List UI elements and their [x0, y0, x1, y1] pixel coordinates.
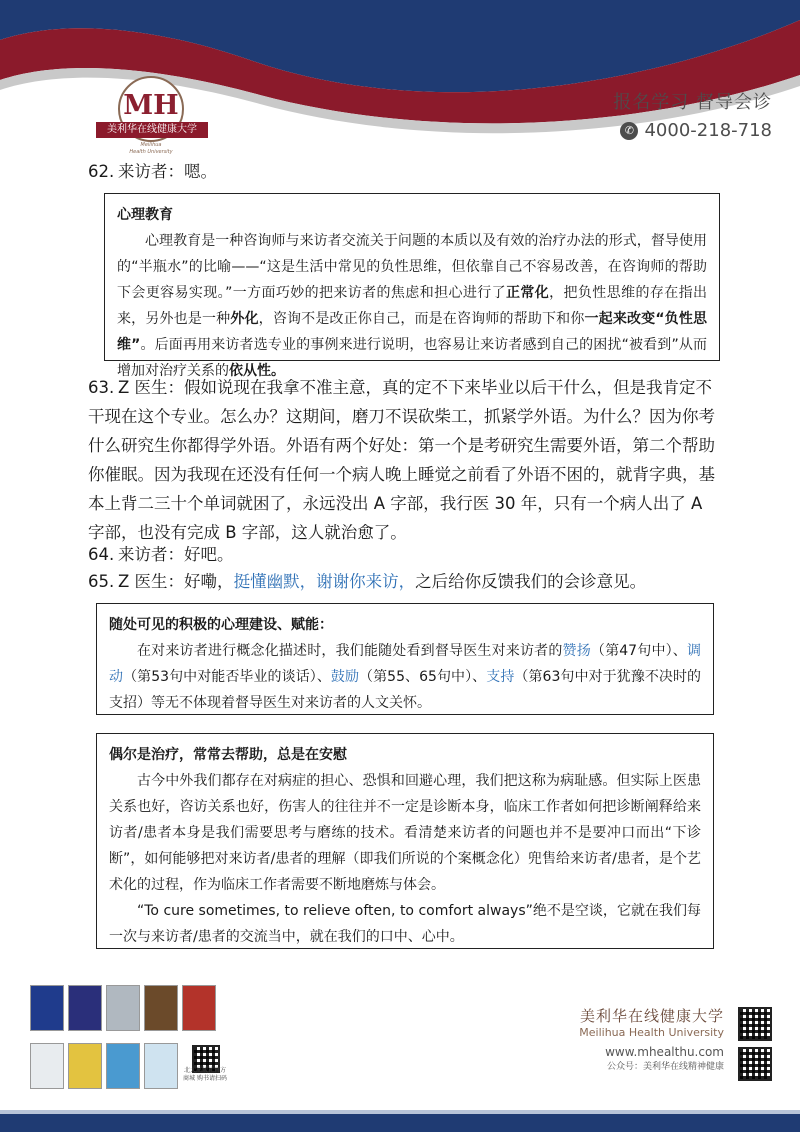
box-title: 心理教育 [117, 207, 173, 223]
book-cover [144, 985, 178, 1031]
dialogue-64 [88, 540, 720, 569]
org-name-en: Meilihua Health University [579, 1026, 724, 1039]
org-name-cn: 美利华在线健康大学 [579, 1007, 724, 1025]
logo-ribbon: 美利华在线健康大学 [96, 122, 208, 138]
dialogue-number: 63. [88, 378, 115, 397]
logo-subtitle: Meilihua Health University [129, 142, 173, 155]
dialogue-number: 62. [88, 162, 115, 181]
book-cover [182, 985, 216, 1031]
dialogue-62 [88, 157, 720, 186]
phone-icon: ✆ [620, 122, 638, 140]
header-slogan: 报名学习 督导会诊 [613, 92, 772, 113]
highlighted-text: 挺懂幽默，谢谢你来访， [233, 572, 416, 591]
box-title: 随处可见的积极的心理建设、赋能： [109, 617, 333, 633]
dialogue-63 [88, 373, 720, 547]
book-cover [30, 1043, 64, 1089]
header-contact [613, 88, 772, 141]
phone-number: 4000-218-718 [644, 120, 772, 141]
dialogue-number: 64. [88, 545, 115, 564]
book-caption: 北大出版社官方商城 购书请扫码 [183, 1067, 227, 1082]
footer [0, 975, 800, 1132]
book-cover [106, 985, 140, 1031]
dialogue-number: 65. [88, 572, 115, 591]
book-cover [68, 1043, 102, 1089]
box-empowerment [96, 603, 714, 715]
book-cover [30, 985, 64, 1031]
footer-bar [0, 1106, 800, 1132]
university-logo [96, 76, 208, 158]
dialogue-text: 来访者：嗯。 [118, 162, 217, 181]
footer-org-info [579, 1005, 724, 1072]
box-comfort [96, 733, 714, 949]
box-title: 偶尔是治疗，常常去帮助，总是在安慰 [109, 747, 347, 763]
box-body: 心理教育是一种咨询师与来访者交流关于问题的本质以及有效的治疗办法的形式，督导使用的“半瓶水”的比喻——“这是生活中常见的负性思维，但依靠自己不容易改善，在咨询师的帮助下会更容易实现。”一方面巧妙的把来访者的焦虑和担心进行了正常化，把负性思维的存在指出来，另外也是一种外化，咨询不是改正你自己，而是在咨询师的帮助下和你一起来改变“负性思维”。后面再用来访者选专业的事例来进行说明，也容易让来访者感到自己的困扰“被看到”从而增加对治疗关系的依从性。 [117, 233, 708, 379]
book-cover [68, 985, 102, 1031]
wechat-qr-code [738, 1047, 772, 1081]
book-cover [144, 1043, 178, 1089]
box-paragraph-2: “To cure sometimes, to relieve often, to comfort always”绝不是空谈，它就在我们每一次与来访者/患者的交流当中，就在我们的口中、心中。 [109, 903, 701, 945]
website-qr-code [738, 1007, 772, 1041]
website-link[interactable]: www.mhealthu.com [605, 1045, 724, 1059]
dialogue-text: 来访者：好吧。 [118, 545, 234, 564]
book-cover [106, 1043, 140, 1089]
wechat-account: 公众号：美利华在线精神健康 [606, 1062, 724, 1072]
dialogue-text: Z 医生：假如说现在我拿不准主意，真的定不下来毕业以后干什么，但是我肯定不干现在这个专业。怎么办？这期间，磨刀不误砍柴工，抓紧学外语。为什么？因为你考什么研究生你都得学外语。外语有两个好处：第一个是考研究生需要外语，第二个帮助你催眠。因为我现在还没有任何一个病人晚上睡觉之前看了外语不困的，就背字典，基本上背二三十个单词就困了，永远没出 A 字部，我行医 30 年，只有一个病人出了 A 字部，也没有完成 B 字部，这人就治愈了。 [88, 378, 715, 542]
dialogue-65: 65. Z 医生：好嘞，挺懂幽默，谢谢你来访，之后给你反馈我们的会诊意见。 [88, 567, 720, 596]
box-paragraph-1: 古今中外我们都存在对病症的担心、恐惧和回避心理，我们把这称为病耻感。但实际上医患关系也好，咨访关系也好，伤害人的往往并不一定是诊断本身，临床工作者如何把诊断阐释给来访者/患者本身是我们需要思考与磨练的技术。看清楚来访者的问题也并不是要冲口而出“下诊断”，如何能够把对来访者/患者的理解（即我们所说的个案概念化）兜售给来访者/患者，是个艺术化的过程，作为临床工作者需要不断地磨炼与体会。 [109, 773, 701, 893]
box-body: 在对来访者进行概念化描述时，我们能随处看到督导医生对来访者的赞扬（第47句中）、调动（第53句中对能否毕业的谈话）、鼓励（第55、65句中）、支持（第63句中对于犹豫不决时的支招）等无不体现着督导医生对来访者的人文关怀。 [109, 643, 702, 711]
logo-mark: MH [123, 90, 179, 121]
box-psychoeducation [104, 193, 720, 379]
header-phone [613, 120, 772, 141]
